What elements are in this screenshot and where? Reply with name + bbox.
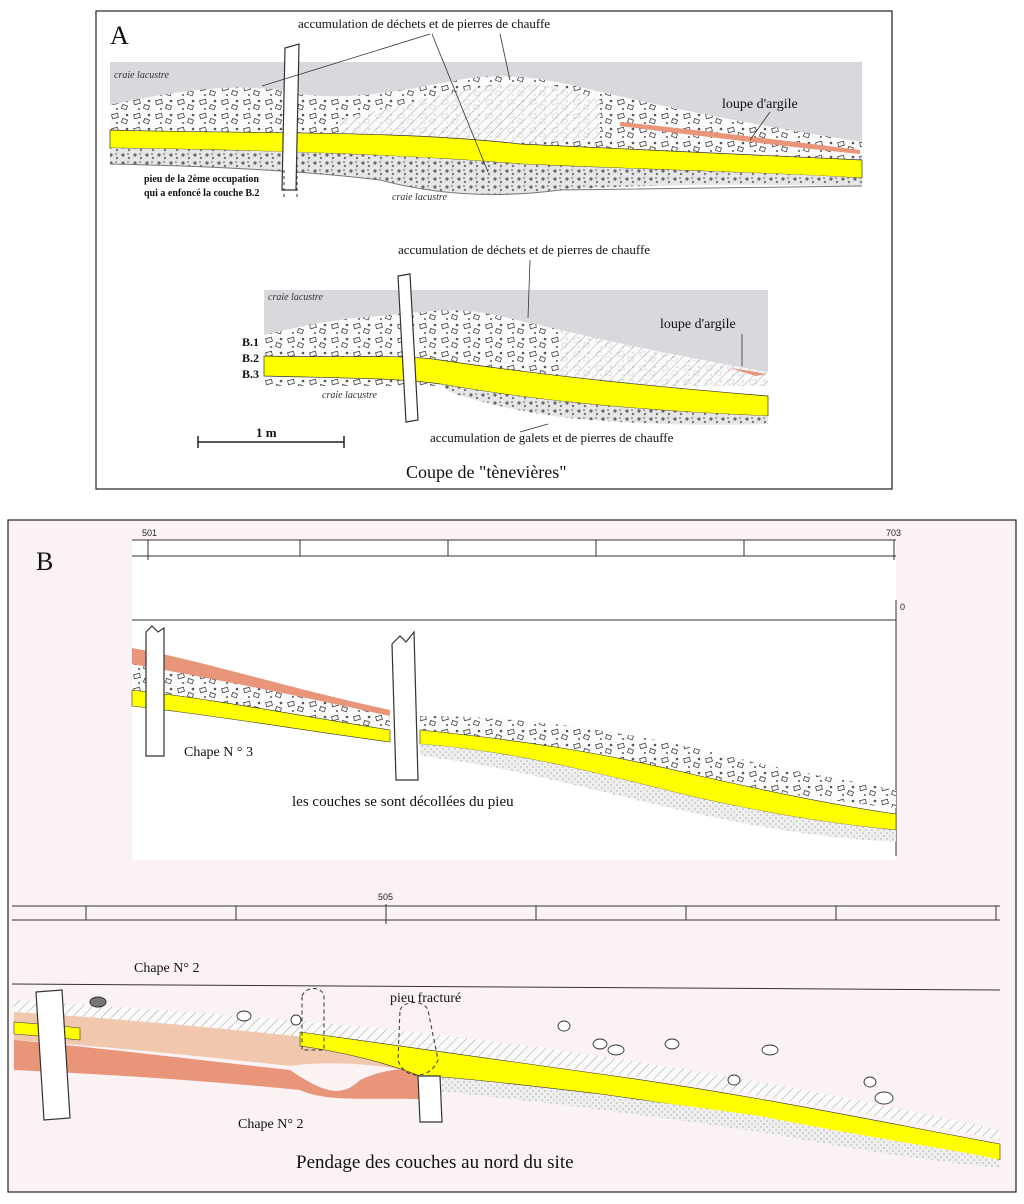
accumulation-label-top: accumulation de déchets et de pierres de chauffe	[298, 16, 551, 31]
pile	[282, 44, 299, 190]
pile-left	[146, 626, 164, 756]
panel-b	[8, 520, 1016, 1192]
chalk-label-upper: craie lacustre	[114, 70, 169, 81]
ruler-left-label: 501	[142, 528, 158, 538]
ruler-right-label: 703	[886, 528, 902, 538]
upper-section-b	[132, 528, 905, 860]
fracture-label: pieu fracturé	[390, 991, 462, 1006]
ruler-label-505: 505	[378, 892, 394, 902]
accumulation-label-lower: accumulation de déchets et de pierres de chauffe	[398, 242, 651, 257]
layer-b3-label: B.3	[242, 367, 260, 381]
clay-label-upper: loupe d'argile	[722, 97, 798, 112]
chape-2-bottom-label: Chape N° 2	[238, 1117, 304, 1132]
panel-b-caption: Pendage des couches au nord du site	[296, 1152, 574, 1173]
pile-bottom	[418, 1076, 442, 1122]
chalk-label-lower: craie lacustre	[268, 292, 323, 303]
pile-note-line1: pieu de la 2ème occupation	[144, 174, 259, 185]
panel-b-letter: B	[36, 547, 54, 576]
chalk-label-upper-bottom: craie lacustre	[392, 192, 447, 203]
chalk-label-lower-bottom: craie lacustre	[322, 390, 377, 401]
panel-a	[96, 11, 892, 489]
pile-note-line2: qui a enfoncé la couche B.2	[144, 188, 260, 199]
panel-a-caption: Coupe de "tènevières"	[406, 462, 567, 482]
clay-label-lower: loupe d'argile	[660, 317, 736, 332]
chape-3-label: Chape N ° 3	[184, 745, 253, 760]
layer-b2-label: B.2	[242, 351, 260, 365]
zero-label: 0	[900, 602, 906, 612]
panel-a-letter: A	[110, 21, 129, 50]
pile-right	[392, 632, 418, 780]
layer-b1-label: B.1	[242, 335, 260, 349]
galets-label: accumulation de galets et de pierres de chauffe	[430, 430, 674, 445]
detached-layers-note: les couches se sont décollées du pieu	[292, 794, 514, 810]
chape-2-top-label: Chape N° 2	[134, 961, 200, 976]
scale-label: 1 m	[256, 425, 277, 440]
